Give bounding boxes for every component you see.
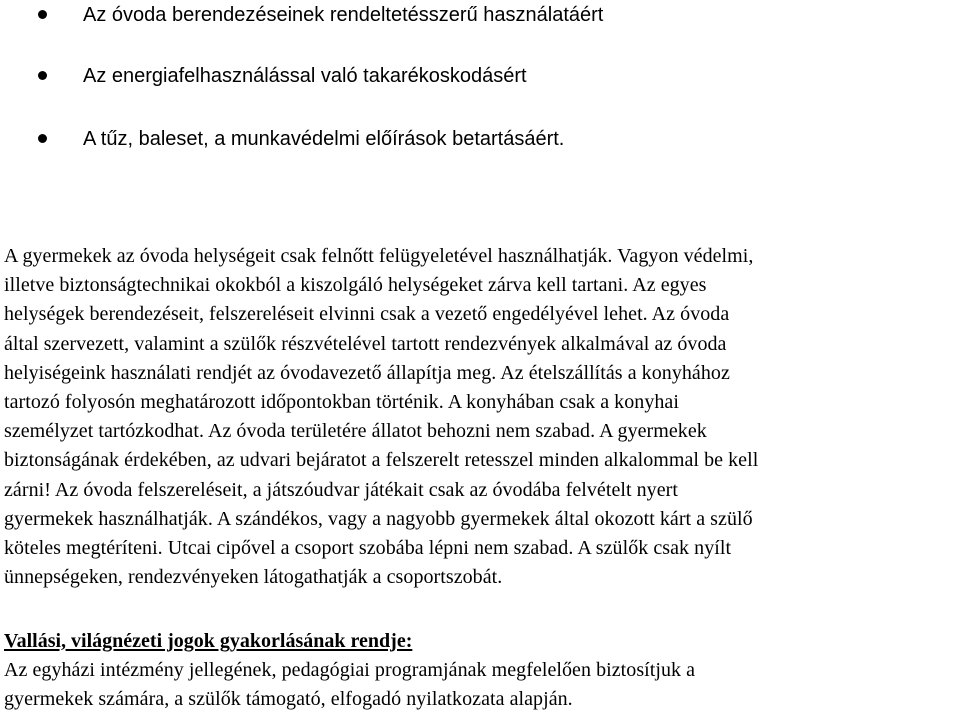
paragraph-line: személyzet tartózkodhat. Az óvoda területére állatot behozni nem szabad. A gyermekek: [4, 420, 707, 443]
paragraph-line: helyiségeink használati rendjét az óvodavezető állapítja meg. Az ételszállítás a konyhához: [4, 361, 730, 384]
paragraph-line: gyermekek használhatják. A szándékos, vagy a nagyobb gyermekek által okozott kárt a szülő: [4, 507, 753, 530]
paragraph-line: ünnepségeken, rendezvényeken látogathatják a csoportszobát.: [4, 566, 503, 589]
section-heading: Vallási, világnézeti jogok gyakorlásának rendje:: [4, 630, 413, 652]
section-line: Az egyházi intézmény jellegének, pedagógiai programjának megfelelően biztosítjuk a: [4, 659, 696, 681]
body-paragraph: [4, 242, 956, 592]
paragraph-line: tartozó folyosón meghatározott időpontokban történik. A konyhában csak a konyhai: [4, 390, 679, 413]
paragraph-line: A gyermekek az óvoda helységeit csak felnőtt felügyeletével használhatják. Vagyon védelmi,: [4, 245, 754, 267]
paragraph-line: illetve biztonságtechnikai okokból a kiszolgáló helységeket zárva kell tartani. Az egyes: [4, 274, 707, 297]
paragraph-line: zárni! Az óvoda felszereléseit, a játszóudvar játékait csak az óvodába felvételt nyert: [4, 478, 678, 501]
paragraph-line: biztonságának érdekében, az udvari bejáratot a felszerelt retesszel minden alkalommal be kell: [4, 449, 759, 472]
list-item: [0, 3, 960, 33]
list-item: [0, 64, 960, 94]
paragraph-line: köteles megtéríteni. Utcai cipővel a csoport szobába lépni nem szabad. A szülők csak nyílt: [4, 536, 732, 559]
list-item-text: A tűz, baleset, a munkavédelmi előírások betartásáért.: [83, 128, 565, 150]
section-line: gyermekek számára, a szülők támogató, elfogadó nyilatkozata alapján.: [4, 688, 573, 710]
list-item-text: Az energiafelhasználással való takarékoskodásért: [83, 65, 527, 87]
religious-rights-section: [4, 627, 956, 714]
paragraph-line: által szervezett, valamint a szülők részvételével tartott rendezvények alkalmával az óvoda: [4, 332, 727, 355]
bullet-icon: [38, 10, 47, 19]
bullet-icon: [38, 134, 47, 143]
bullet-icon: [38, 71, 47, 80]
list-item-text: Az óvoda berendezéseinek rendeltetésszerű használatáért: [83, 4, 604, 26]
list-item: [0, 127, 960, 157]
paragraph-line: helységek berendezéseit, felszereléseit elvinni csak a vezető engedélyével lehet. Az óvoda: [4, 303, 730, 326]
